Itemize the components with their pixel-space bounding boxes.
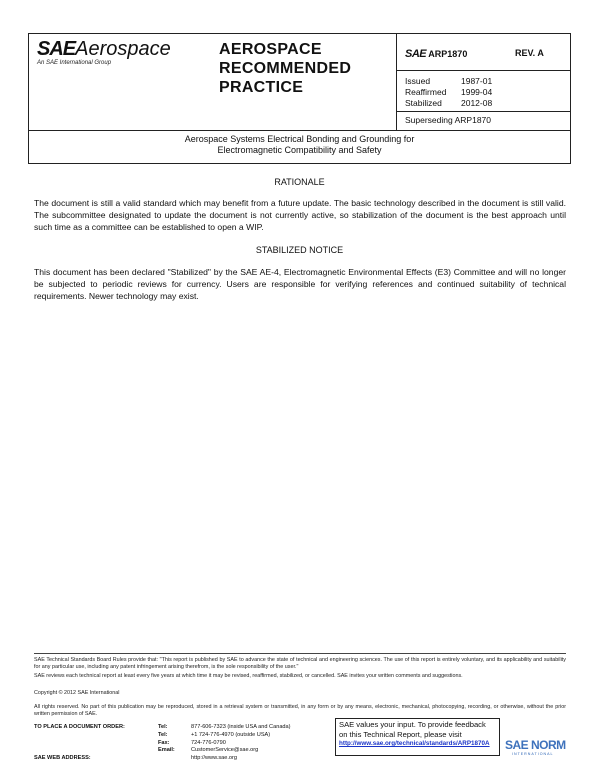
footer-rule <box>34 653 566 654</box>
logo-subtitle: An SAE International Group <box>37 60 112 66</box>
logo-aerospace: Aerospace <box>75 38 171 60</box>
footer-copyright: Copyright © 2012 SAE International <box>34 690 120 696</box>
sae-norm-watermark: SAE NORM <box>505 738 566 752</box>
stabilized-text: This document has been declared "Stabilized" by the SAE AE-4, Electromagnetic Environmental Effects (E3) Committee and will no longer be subjected to periodic reviews for currency. Users are responsible for verifying references and continued suitability of technical requirements. Newer technology may exist. <box>34 267 566 301</box>
contact-value: 724-776-0790 <box>191 739 226 746</box>
doctype-line: PRACTICE <box>219 79 304 96</box>
feedback-line-2: on this Technical Report, please visit <box>339 729 462 739</box>
date-value: 1999-04 <box>461 87 493 97</box>
docid-sae-mark: SAE <box>405 48 427 60</box>
superseding-note: Superseding ARP1870 <box>405 115 492 125</box>
contact-label: TO PLACE A DOCUMENT ORDER: <box>34 724 125 730</box>
docid-number: ARP1870 <box>428 49 468 59</box>
rationale-heading: RATIONALE <box>274 177 325 187</box>
revision-label: REV. A <box>515 48 544 58</box>
doctype-line: AEROSPACE <box>219 41 322 58</box>
contact-kind: Email: <box>158 747 175 754</box>
contact-kind: Tel: <box>158 724 168 730</box>
contact-kind <box>158 755 191 763</box>
contact-label <box>34 732 158 740</box>
sae-aerospace-logo <box>37 38 171 66</box>
document-header <box>28 33 571 131</box>
contact-kind: Fax: <box>158 739 170 746</box>
stabilized-heading: STABILIZED NOTICE <box>255 245 344 255</box>
footer-rights-text: All rights reserved. No part of this publication may be reproduced, stored in a retrieval system or transmitted, in any form or by any means, electronic, mechanical, photocopying, recording, or otherwise, without the prior written permission of SAE. <box>34 704 566 717</box>
watermark-subtitle: INTERNATIONAL <box>512 752 554 756</box>
feedback-box <box>335 718 500 756</box>
footer-review-text: SAE reviews each technical report at least every five years at which time it may be revised, reaffirmed, stabilized, or cancelled. SAE invites your written comments and suggestions. <box>34 673 463 679</box>
date-key: Stabilized <box>405 98 442 108</box>
title-line-2: Electromagnetic Compatibility and Safety <box>217 145 382 155</box>
contact-label <box>34 740 158 748</box>
feedback-link[interactable]: http://www.sae.org/technical/standards/ARP1870A <box>339 740 490 747</box>
document-id <box>405 48 467 60</box>
contact-kind: Tel: <box>158 731 168 738</box>
doctype-line: RECOMMENDED <box>219 60 352 77</box>
contact-email[interactable]: CustomerService@sae.org <box>191 747 259 754</box>
date-key: Issued <box>405 76 431 86</box>
contact-value: 877-606-7323 (inside USA and Canada) <box>191 724 291 730</box>
footer-rules-text: SAE Technical Standards Board Rules provide that: "This report is published by SAE to advance the state of technical and engineering sciences. The use of this report is entirely voluntary, and its applicability and suitability for any particular use, including any patent infringement arising therefrom, is the sole responsibility of the user." <box>34 657 566 670</box>
document-title <box>28 131 571 164</box>
document-dates <box>405 76 492 109</box>
order-contact-block <box>34 724 291 763</box>
contact-value: +1 724-776-4970 (outside USA) <box>191 731 271 738</box>
date-value: 1987-01 <box>461 76 493 86</box>
sae-web-address-link[interactable]: http://www.sae.org <box>191 755 238 762</box>
date-key: Reaffirmed <box>405 87 447 97</box>
title-line-1: Aerospace Systems Electrical Bonding and Grounding for <box>184 134 415 144</box>
date-value: 2012-08 <box>461 98 493 108</box>
feedback-line-1: SAE values your input. To provide feedback <box>339 720 486 729</box>
rationale-text: The document is still a valid standard which may benefit from a future update. The basic technology described in the document is still valid. The subcommittee designated to update the document is not currently active, so stabilization of the document is the best approach until such time as a committee can be established to open a WIP. <box>34 198 566 232</box>
contact-label <box>34 747 158 755</box>
document-type <box>219 40 351 97</box>
contact-label: SAE WEB ADDRESS: <box>34 755 91 762</box>
logo-sae: SAE <box>37 38 76 60</box>
